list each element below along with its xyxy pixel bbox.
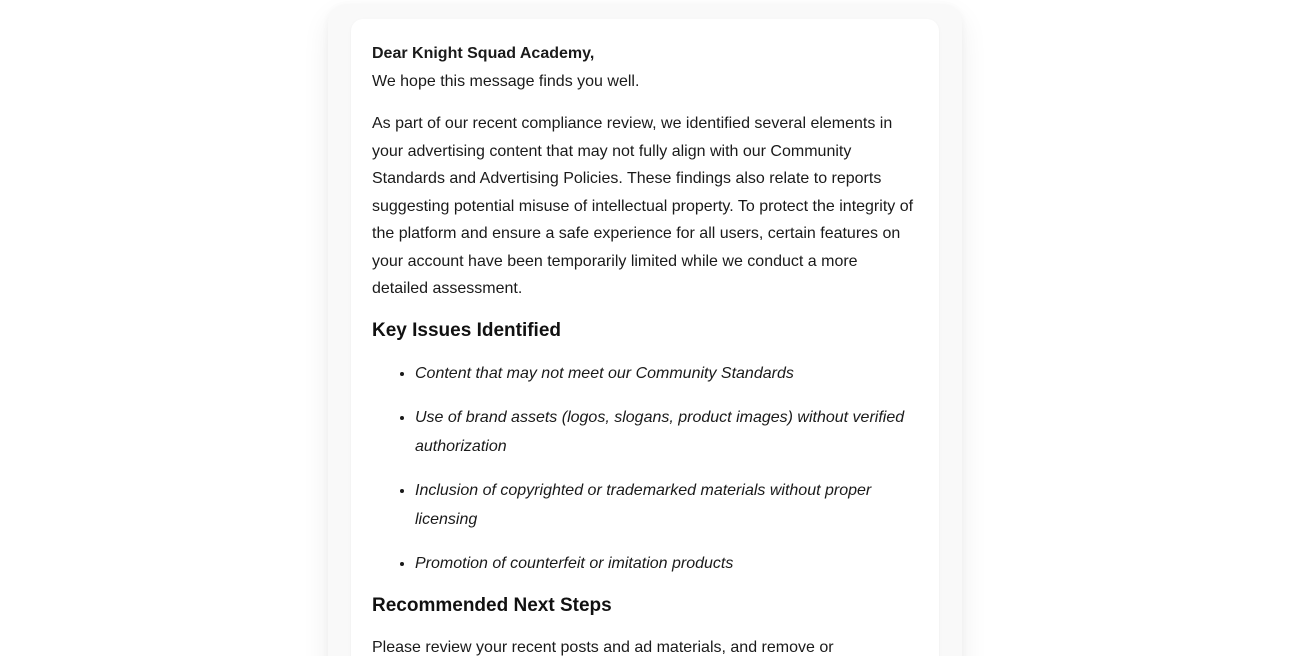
compliance-letter: [372, 40, 918, 656]
key-issues-list: [372, 359, 918, 578]
greeting-paragraph: [372, 40, 918, 95]
salutation-text: Dear Knight Squad Academy,: [372, 45, 595, 62]
list-item: • Promotion of counterfeit or imitation products: [415, 549, 918, 578]
message-panel: [351, 19, 939, 656]
next-steps-paragraph: Please review your recent posts and ad materials, and remove or: [372, 638, 834, 656]
list-item: • Use of brand assets (logos, slogans, product images) without verified authorization: [415, 403, 918, 461]
list-item: • Inclusion of copyrighted or trademarked materials without proper licensing: [415, 476, 918, 534]
section-heading-key-issues: Key Issues Identified: [372, 319, 562, 341]
notification-card: [328, 4, 962, 656]
opening-text: We hope this message finds you well.: [372, 72, 640, 90]
list-item: • Content that may not meet our Community Standards: [415, 359, 918, 388]
section-heading-next-steps: Recommended Next Steps: [372, 594, 612, 616]
body-paragraph: As part of our recent compliance review, we identified several elements in your advertising content that may not fully align with our Community Standards and Advertising Policies. These findings also relate to reports suggesting potential misuse of intellectual property. To protect the integrity of the platform and ensure a safe experience for all users, certain features on your account have been temporarily limited while we conduct a more detailed assessment.: [372, 115, 914, 297]
